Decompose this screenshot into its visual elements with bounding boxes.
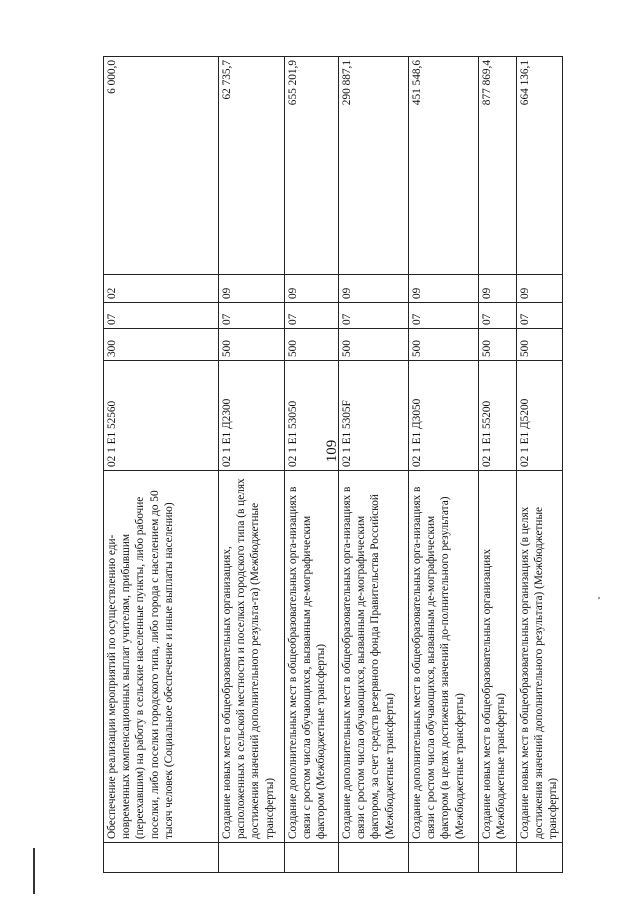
expense-type-cell: 300 — [104, 329, 219, 361]
amount-cell: 664 136,1 — [517, 57, 563, 275]
expense-type-cell: 500 — [517, 329, 563, 361]
table-row — [409, 57, 479, 873]
row-stub-cell — [285, 843, 339, 873]
expense-type-cell: 500 — [219, 329, 285, 361]
rotated-table-container — [103, 57, 560, 873]
table-row — [339, 57, 409, 873]
expense-type-cell: 500 — [285, 329, 339, 361]
scan-speck — [598, 597, 600, 599]
margin-rule — [33, 848, 35, 894]
budget-table — [103, 56, 563, 873]
target-article-code-cell: 02 1 E1 Д3050 — [409, 361, 479, 471]
expense-name-cell: Создание дополнительных мест в общеобразовательных орга-низациях в связи с ростом числа обучающихся, вызванным де-мографическим фактором (Межбюджетные трансферты) — [285, 471, 339, 843]
budget-table-frame — [103, 57, 560, 873]
row-stub-cell — [339, 843, 409, 873]
subsection-cell: 02 — [104, 275, 219, 303]
subsection-cell: 09 — [479, 275, 517, 303]
section-cell: 07 — [285, 303, 339, 329]
subsection-cell: 09 — [339, 275, 409, 303]
expense-type-cell: 500 — [339, 329, 409, 361]
table-row — [479, 57, 517, 873]
target-article-code-cell: 02 1 E1 55200 — [479, 361, 517, 471]
subsection-cell: 09 — [409, 275, 479, 303]
target-article-code-cell: 02 1 E1 52560 — [104, 361, 219, 471]
table-row — [517, 57, 563, 873]
expense-name-cell: Создание новых мест в общеобразовательных организациях (в целях достижения значений дополнительного результата) (Межбюджетные трансферты) — [517, 471, 563, 843]
expense-name-cell: Создание новых мест в общеобразовательных организациях, расположенных в сельской местности и поселках городского типа (в целях достижения значений дополнительного результа-та) (Межбюджетные трансферты) — [219, 471, 285, 843]
row-stub-cell — [517, 843, 563, 873]
target-article-code-cell: 02 1 E1 53050 — [285, 361, 339, 471]
table-row — [285, 57, 339, 873]
amount-cell: 655 201,9 — [285, 57, 339, 275]
expense-type-cell: 500 — [409, 329, 479, 361]
row-stub-cell — [219, 843, 285, 873]
page-number: 109 — [324, 439, 340, 463]
target-article-code-cell: 02 1 E1 5305F — [339, 361, 409, 471]
amount-cell: 290 887,1 — [339, 57, 409, 275]
subsection-cell: 09 — [517, 275, 563, 303]
expense-name-cell: Обеспечение реализации мероприятий по осуществлению еди-новременных компенсационных выплат учителям, прибывшим (переехавшим) на работу в сельские населенные пункты, либо рабочие поселки, либо поселки городского типа, либо города с населением до 50 тысяч человек (Социальное обеспечение и иные выплаты населению) — [104, 471, 219, 843]
expense-name-cell: Создание новых мест в общеобразовательных организациях (Межбюджетные трансферты) — [479, 471, 517, 843]
target-article-code-cell: 02 1 E1 Д5200 — [517, 361, 563, 471]
section-cell: 07 — [104, 303, 219, 329]
expense-type-cell: 500 — [479, 329, 517, 361]
section-cell: 07 — [517, 303, 563, 329]
section-cell: 07 — [219, 303, 285, 329]
amount-cell: 62 735,7 — [219, 57, 285, 275]
section-cell: 07 — [409, 303, 479, 329]
target-article-code-cell: 02 1 E1 Д2300 — [219, 361, 285, 471]
subsection-cell: 09 — [285, 275, 339, 303]
row-stub-cell — [104, 843, 219, 873]
amount-cell: 877 869,4 — [479, 57, 517, 275]
section-cell: 07 — [479, 303, 517, 329]
amount-cell: 6 000,0 — [104, 57, 219, 275]
table-row — [104, 57, 219, 873]
subsection-cell: 09 — [219, 275, 285, 303]
row-stub-cell — [409, 843, 479, 873]
table-row — [219, 57, 285, 873]
expense-name-cell: Создание дополнительных мест в общеобразовательных орга-низациях в связи с ростом числа обучающихся, вызванным де-мографическим фактором (в целях достижения значений до-полнительного результата) (Межбюджетные трансферты) — [409, 471, 479, 843]
expense-name-cell: Создание дополнительных мест в общеобразовательных орга-низациях в связи с ростом числа обучающихся, вызванным де-мографическим фактором, за счет средств резервного фонда Правительства Российской (Межбюджетные трансферты) — [339, 471, 409, 843]
section-cell: 07 — [339, 303, 409, 329]
amount-cell: 451 548,6 — [409, 57, 479, 275]
row-stub-cell — [479, 843, 517, 873]
